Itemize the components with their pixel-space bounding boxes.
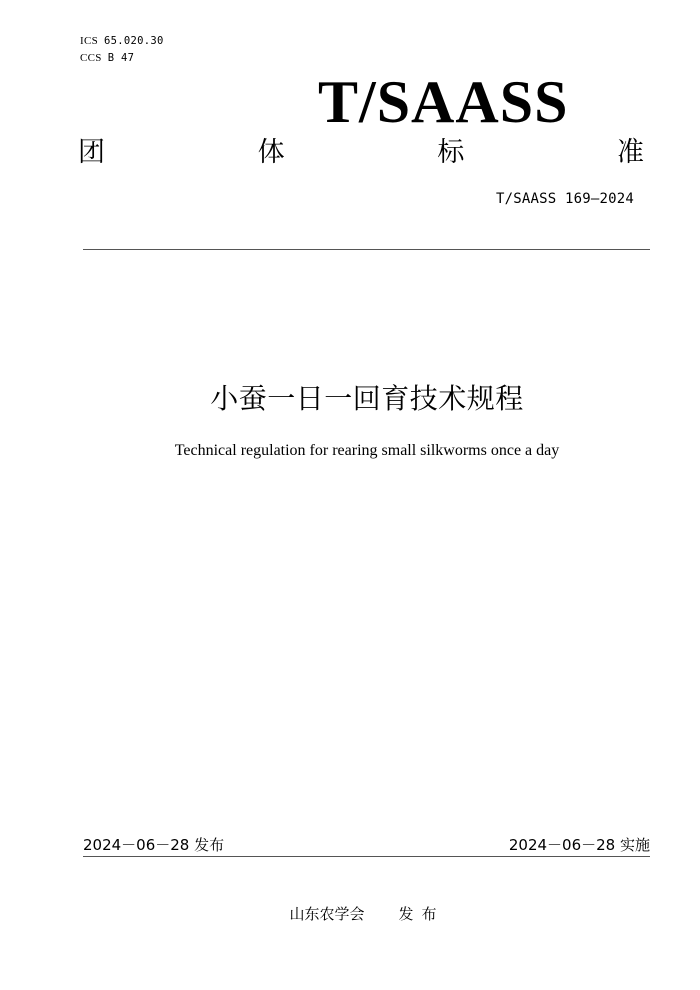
ccs-value: B 47	[107, 52, 135, 64]
ccs-code	[80, 52, 134, 64]
ccs-label: CCS	[80, 52, 102, 64]
standard-type-char: 准	[616, 137, 644, 168]
publisher-name: 山东农学会	[289, 905, 365, 923]
ics-value: 65.020.30	[104, 35, 164, 47]
standard-number: T/SAASS 169—2024	[495, 191, 634, 207]
standard-type-char: 体	[257, 137, 285, 168]
publisher-line	[0, 904, 700, 924]
organization-logo: T/SAASS	[318, 69, 569, 135]
standard-type-char: 团	[78, 137, 105, 168]
top-divider	[83, 249, 650, 250]
implementation-date: 2024－06－28 实施	[508, 836, 650, 854]
bottom-divider	[83, 856, 650, 857]
publish-action: 发布	[398, 905, 445, 923]
issue-date: 2024－06－28 发布	[83, 836, 225, 854]
ics-label: ICS	[80, 35, 99, 47]
standard-type-heading	[78, 136, 644, 170]
standard-type-char: 标	[437, 137, 465, 168]
title-english: Technical regulation for rearing small silkworms once a day	[174, 442, 560, 459]
ics-code	[80, 35, 164, 47]
title-chinese: 小蚕一日一回育技术规程	[210, 382, 524, 415]
